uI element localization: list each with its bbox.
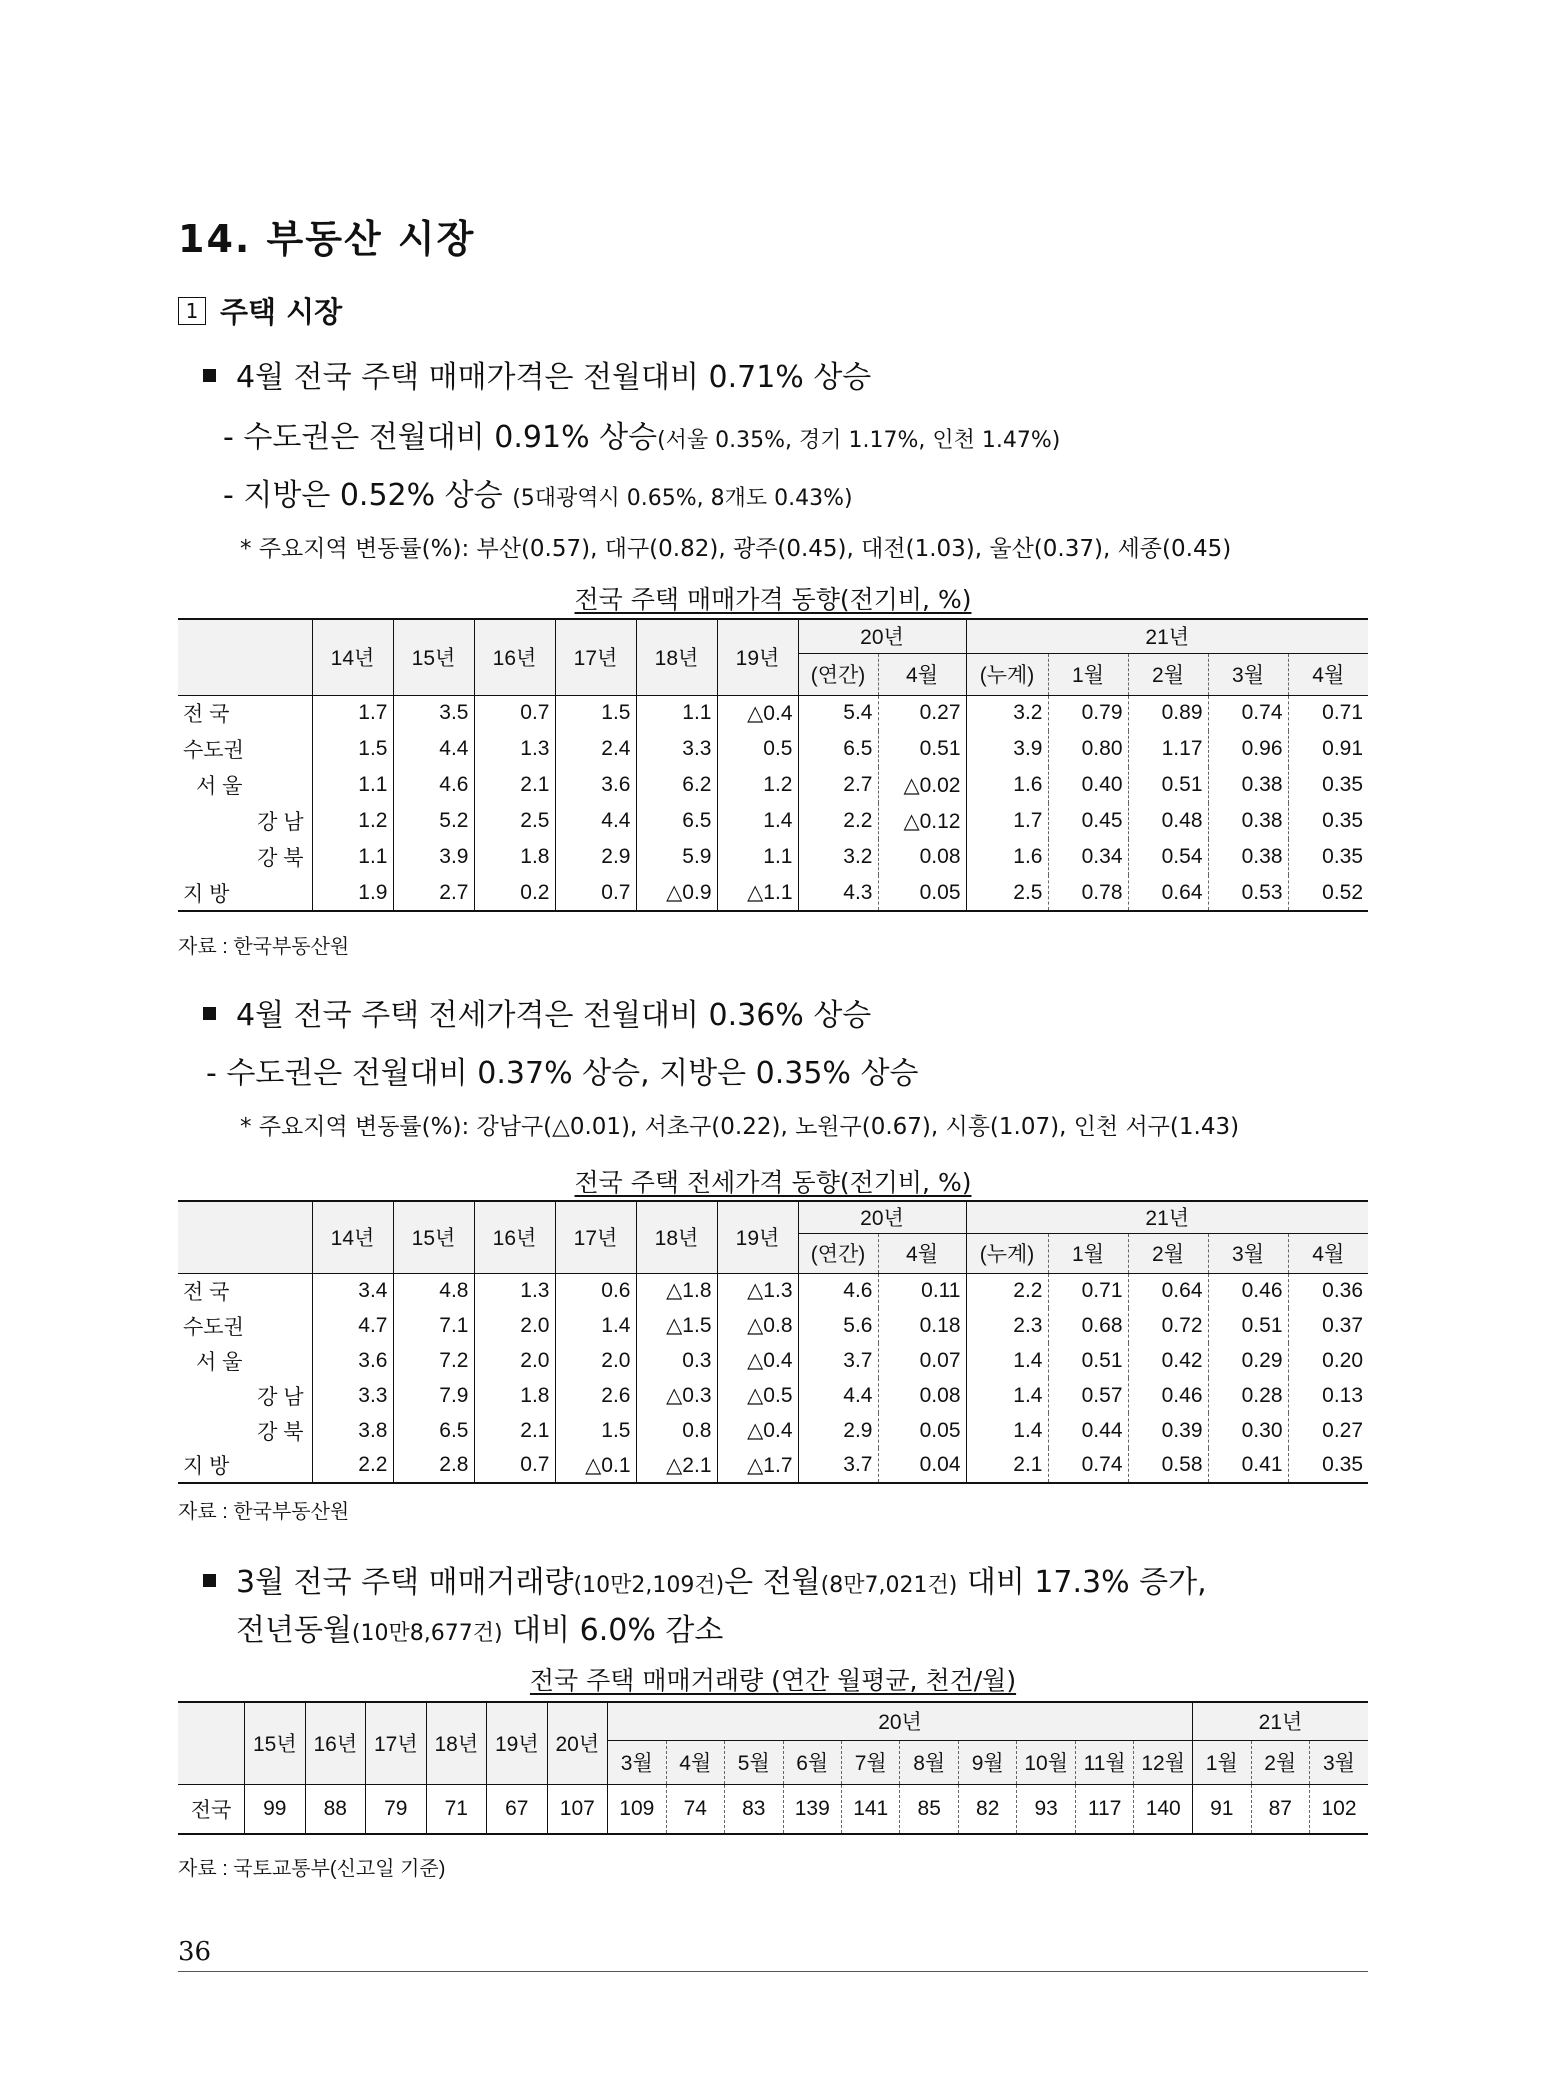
month-header: 4월 [666,1740,724,1784]
table-cell: 2.2 [798,803,878,839]
table-cell: 67 [487,1784,548,1834]
row-label: 전국 [190,1798,232,1822]
table-cell: 0.51 [1128,767,1208,803]
table-cell: 0.41 [1208,1448,1288,1483]
table-cell: 140 [1134,1784,1193,1834]
table-cell: 1.3 [474,1273,555,1308]
table-cell: 2.9 [555,839,636,875]
table-cell: 0.78 [1048,875,1128,911]
row-label: 강 북 [257,1420,304,1444]
corner-cell [178,619,312,695]
row-label: 지 방 [183,1455,230,1478]
table-cell: △2.1 [636,1448,717,1483]
table-cell: 91 [1193,1784,1251,1834]
table-cell: 0.20 [1288,1343,1368,1378]
table-cell: 2.7 [798,767,878,803]
table-cell: 141 [841,1784,899,1834]
square-bullet-icon [203,369,216,382]
table-row [178,1273,1368,1308]
table-cell: 4.6 [393,767,474,803]
table-row [178,1413,1368,1448]
table-cell: 0.35 [1288,1448,1368,1483]
table-cell: 2.0 [474,1343,555,1378]
table-cell: 0.40 [1048,767,1128,803]
year-header-20: 20년 [798,1201,966,1233]
month-header: 11월 [1075,1740,1133,1784]
year-header: 19년 [487,1702,548,1784]
table-cell: 0.44 [1048,1413,1128,1448]
year-header: 17년 [555,1201,636,1273]
year-header: 19년 [717,1201,798,1273]
month-header: 12월 [1134,1740,1193,1784]
row-label: 강 북 [257,847,304,870]
table-cell: 0.51 [878,731,966,767]
table-row [178,1308,1368,1343]
bullet-detail: (10만2,109건) [573,1573,725,1598]
table-cell: 6.5 [636,803,717,839]
table-cell: 1.4 [966,1413,1048,1448]
sub-header: (누계) [966,653,1048,695]
table-caption: 전국 주택 매매가격 동향(전기비, %) [574,585,972,614]
table-cell: 3.9 [966,731,1048,767]
table-cell: 79 [366,1784,427,1834]
dash-detail: (5대광역시 0.65%, 8개도 0.43%) [512,486,853,511]
table-cell: 0.57 [1048,1378,1128,1413]
table-cell: 2.6 [555,1378,636,1413]
sub-header: 3월 [1208,653,1288,695]
table-cell: 0.71 [1288,695,1368,731]
table-cell: 7.1 [393,1308,474,1343]
table-cell: 0.05 [878,875,966,911]
year-header-20: 20년 [798,619,966,653]
table-cell: 2.5 [474,803,555,839]
table-cell: 4.6 [798,1273,878,1308]
year-header: 14년 [312,619,393,695]
table-cell: 0.38 [1208,767,1288,803]
year-header-21: 21년 [1193,1702,1368,1740]
table-cell: 0.2 [474,875,555,911]
table-cell: 0.08 [878,839,966,875]
table-source: 자료 : 국토교통부(신고일 기준) [178,1858,446,1880]
table-cell: 2.7 [393,875,474,911]
table-cell: 2.3 [966,1308,1048,1343]
table-cell: 2.2 [966,1273,1048,1308]
table-cell: 2.9 [798,1413,878,1448]
month-header: 7월 [841,1740,899,1784]
table-cell: 1.1 [312,839,393,875]
table-cell: 0.74 [1048,1448,1128,1483]
section-title: 14. 부동산 시장 [178,217,476,261]
table-cell: 1.9 [312,875,393,911]
year-header: 16년 [474,619,555,695]
year-header: 19년 [717,619,798,695]
square-bullet-icon [203,1007,216,1020]
table-cell: 0.07 [878,1343,966,1378]
table-cell: 117 [1075,1784,1133,1834]
sub-header: 4월 [878,1233,966,1273]
table-cell: 6.5 [393,1413,474,1448]
table-cell: 1.3 [474,731,555,767]
table-cell: 0.52 [1288,875,1368,911]
table-cell: 0.45 [1048,803,1128,839]
table-source: 자료 : 한국부동산원 [178,1501,350,1523]
table-cell: 0.6 [555,1273,636,1308]
sub-header: 2월 [1128,1233,1208,1273]
table-row [178,875,1368,911]
table-row [178,803,1368,839]
table-cell: 1.4 [966,1343,1048,1378]
year-header: 17년 [555,619,636,695]
table-cell: 0.13 [1288,1378,1368,1413]
table-cell: 0.35 [1288,767,1368,803]
table-cell: 0.11 [878,1273,966,1308]
table-cell: △0.3 [636,1378,717,1413]
dash-text: - 지방은 0.52% 상승 [223,478,513,513]
table-caption: 전국 주택 매매거래량 (연간 월평균, 천건/월) [529,1666,1017,1695]
table-cell: 5.6 [798,1308,878,1343]
table-cell: 0.64 [1128,875,1208,911]
month-header: 3월 [608,1740,666,1784]
year-header-21: 21년 [966,1201,1368,1233]
table-cell: 1.5 [312,731,393,767]
table-cell: 1.17 [1128,731,1208,767]
table-cell: 0.34 [1048,839,1128,875]
dash-text: - 수도권은 전월대비 0.91% 상승 [223,420,658,455]
year-header: 18년 [636,1201,717,1273]
sub-header: 3월 [1208,1233,1288,1273]
table-row [178,1343,1368,1378]
year-header: 14년 [312,1201,393,1273]
year-header: 20년 [547,1702,608,1784]
bullet-jeonse-price [203,990,871,1034]
month-header: 9월 [958,1740,1016,1784]
bullet-text: 대비 6.0% 감소 [502,1613,724,1648]
bullet-text: 전년동월 [236,1613,352,1648]
month-header: 6월 [783,1740,841,1784]
corner-cell [178,1702,245,1784]
table-cell: 1.1 [312,767,393,803]
jeonse-price-table [178,1200,1368,1484]
table-cell: △0.8 [717,1308,798,1343]
month-header: 3월 [1309,1740,1368,1784]
sub-header: 1월 [1048,653,1128,695]
table-cell: △0.5 [717,1378,798,1413]
month-header: 10월 [1017,1740,1075,1784]
table-row [178,1378,1368,1413]
table-row [178,1784,1368,1834]
table-row [178,767,1368,803]
table-cell: 3.6 [312,1343,393,1378]
row-label: 수도권 [183,739,244,762]
row-label: 전 국 [183,1280,230,1304]
bullet-text: 4월 전국 주택 매매가격은 전월대비 0.71% 상승 [236,360,872,395]
square-bullet-icon [203,1574,216,1587]
table-cell: 0.72 [1128,1308,1208,1343]
table-cell: 0.05 [878,1413,966,1448]
table-cell: 0.35 [1288,803,1368,839]
table-cell: 0.08 [878,1378,966,1413]
table-cell: 1.4 [717,803,798,839]
sub-header: 1월 [1048,1233,1128,1273]
table-caption: 전국 주택 전세가격 동향(전기비, %) [574,1168,972,1197]
bullet-detail: (10만8,677건) [351,1621,503,1646]
year-header: 18년 [636,619,717,695]
table-cell: 0.27 [1288,1413,1368,1448]
table-cell: △1.1 [717,875,798,911]
table-cell: 0.7 [474,695,555,731]
sub-header: (누계) [966,1233,1048,1273]
table-cell: 3.2 [798,839,878,875]
table-cell: 3.9 [393,839,474,875]
dash-capital-area [223,412,1060,456]
table-cell: 2.2 [312,1448,393,1483]
table-cell: 0.04 [878,1448,966,1483]
sub-header: 2월 [1128,653,1208,695]
page-number: 36 [178,1937,212,1967]
table-cell: 1.2 [312,803,393,839]
table-cell: 0.53 [1208,875,1288,911]
table-cell: 83 [725,1784,783,1834]
table-row [178,1448,1368,1483]
table-cell: 1.5 [555,1413,636,1448]
note-jeonse-regions: * 주요지역 변동률(%): 강남구(△0.01), 서초구(0.22), 노원구(0.67), 시흥(1.07), 인천 서구(1.43) [240,1114,1240,1140]
table-cell: 0.48 [1128,803,1208,839]
table-cell: 0.27 [878,695,966,731]
table-cell: △1.8 [636,1273,717,1308]
year-header-21: 21년 [966,619,1368,653]
table-cell: 0.38 [1208,803,1288,839]
table-cell: 3.3 [312,1378,393,1413]
table-cell: 2.0 [555,1343,636,1378]
table-cell: 102 [1309,1784,1368,1834]
table-cell: 0.80 [1048,731,1128,767]
table-cell: 0.36 [1288,1273,1368,1308]
table-cell: 1.4 [966,1378,1048,1413]
dash-provinces [223,470,853,514]
table-cell: 5.2 [393,803,474,839]
table-cell: 0.18 [878,1308,966,1343]
table-cell: 4.8 [393,1273,474,1308]
table-cell: 71 [426,1784,487,1834]
sub-header: 4월 [878,653,966,695]
table-cell: 87 [1251,1784,1309,1834]
table-cell: 3.7 [798,1343,878,1378]
table-cell: 7.2 [393,1343,474,1378]
year-header: 18년 [426,1702,487,1784]
table-cell: 1.1 [636,695,717,731]
table-cell: △0.4 [717,695,798,731]
row-label: 지 방 [183,882,230,906]
table-cell: △0.4 [717,1343,798,1378]
table-cell: 82 [958,1784,1016,1834]
table-cell: 3.7 [798,1448,878,1483]
table-cell: 0.46 [1208,1273,1288,1308]
table-cell: 0.58 [1128,1448,1208,1483]
year-header: 15년 [393,619,474,695]
table-cell: △0.4 [717,1413,798,1448]
numbered-box: 1 [178,297,206,325]
table-cell: 3.8 [312,1413,393,1448]
sub-title-text: 주택 시장 [220,295,343,329]
table-cell: 4.4 [555,803,636,839]
year-header: 17년 [366,1702,427,1784]
table-cell: 3.2 [966,695,1048,731]
table-cell: 0.8 [636,1413,717,1448]
table-cell: 85 [900,1784,958,1834]
month-header: 1월 [1193,1740,1251,1784]
bullet-continuation [236,1605,723,1649]
sub-title [178,290,342,331]
year-header: 15년 [393,1201,474,1273]
month-header: 8월 [900,1740,958,1784]
table-cell: △0.02 [878,767,966,803]
table-cell: 4.3 [798,875,878,911]
table-cell: 1.1 [717,839,798,875]
corner-cell [178,1201,312,1273]
table-row [178,695,1368,731]
year-header: 15년 [245,1702,306,1784]
table-row [178,731,1368,767]
sub-header: 4월 [1288,1233,1368,1273]
table-cell: 0.39 [1128,1413,1208,1448]
table-cell: 0.91 [1288,731,1368,767]
table-cell: 6.2 [636,767,717,803]
table-cell: 0.79 [1048,695,1128,731]
table-cell: 1.8 [474,1378,555,1413]
table-cell: 0.38 [1208,839,1288,875]
table-cell: 0.71 [1048,1273,1128,1308]
table-cell: 74 [666,1784,724,1834]
table-cell: △0.1 [555,1448,636,1483]
table-cell: 2.5 [966,875,1048,911]
table-cell: 0.37 [1288,1308,1368,1343]
year-header-20: 20년 [608,1702,1193,1740]
table-cell: 4.4 [798,1378,878,1413]
table-cell: 2.1 [474,1413,555,1448]
table-cell: 3.4 [312,1273,393,1308]
table-cell: 0.74 [1208,695,1288,731]
table-cell: 1.7 [966,803,1048,839]
table-cell: 0.51 [1048,1343,1128,1378]
row-label: 강 남 [257,1385,304,1409]
table-cell: 0.68 [1048,1308,1128,1343]
dash-detail: (서울 0.35%, 경기 1.17%, 인천 1.47%) [657,428,1061,453]
table-cell: △1.3 [717,1273,798,1308]
footer-divider [178,1971,1368,1972]
sub-header: (연간) [798,653,878,695]
table-cell: 0.7 [474,1448,555,1483]
bullet-text: 대비 17.3% 증가, [957,1565,1207,1600]
sale-price-table [178,618,1368,912]
note-regions: * 주요지역 변동률(%): 부산(0.57), 대구(0.82), 광주(0.45), 대전(1.03), 울산(0.37), 세종(0.45) [240,536,1232,562]
table-cell: 0.29 [1208,1343,1288,1378]
table-cell: 1.4 [555,1308,636,1343]
table-cell: 4.4 [393,731,474,767]
table-cell: 6.5 [798,731,878,767]
table-cell: △0.9 [636,875,717,911]
table-cell: 1.8 [474,839,555,875]
row-label: 수도권 [183,1315,244,1339]
sub-header: (연간) [798,1233,878,1273]
transaction-volume-table [178,1701,1368,1835]
table-cell: △1.5 [636,1308,717,1343]
table-cell: 1.6 [966,767,1048,803]
bullet-text: 은 전월 [724,1565,821,1600]
table-cell: 2.1 [966,1448,1048,1483]
bullet-text: 4월 전국 주택 전세가격은 전월대비 0.36% 상승 [236,998,872,1033]
table-cell: 0.7 [555,875,636,911]
table-cell: 0.54 [1128,839,1208,875]
table-cell: 139 [783,1784,841,1834]
table-cell: △0.12 [878,803,966,839]
table-cell: 0.42 [1128,1343,1208,1378]
table-cell: 5.9 [636,839,717,875]
table-cell: △1.7 [717,1448,798,1483]
table-cell: 0.28 [1208,1378,1288,1413]
bullet-transactions [203,1557,1207,1601]
table-cell: 88 [305,1784,366,1834]
bullet-detail: (8만7,021건) [820,1573,958,1598]
table-cell: 0.89 [1128,695,1208,731]
table-cell: 0.30 [1208,1413,1288,1448]
sub-header: 4월 [1288,653,1368,695]
table-cell: 0.51 [1208,1308,1288,1343]
table-cell: 3.3 [636,731,717,767]
month-header: 2월 [1251,1740,1309,1784]
row-label: 전 국 [183,703,230,727]
bullet-sale-price [203,352,871,396]
table-row [178,839,1368,875]
table-cell: 2.0 [474,1308,555,1343]
table-cell: 93 [1017,1784,1075,1834]
table-cell: 2.1 [474,767,555,803]
row-label: 서 울 [196,1350,243,1374]
table-cell: 107 [547,1784,608,1834]
table-cell: 1.7 [312,695,393,731]
table-cell: 1.5 [555,695,636,731]
row-label: 서 울 [196,775,243,798]
table-cell: 1.6 [966,839,1048,875]
month-header: 5월 [725,1740,783,1784]
table-source: 자료 : 한국부동산원 [178,936,350,958]
table-cell: 3.5 [393,695,474,731]
table-cell: 0.35 [1288,839,1368,875]
table-cell: 5.4 [798,695,878,731]
table-cell: 3.6 [555,767,636,803]
table-cell: 0.96 [1208,731,1288,767]
table-cell: 0.3 [636,1343,717,1378]
table-cell: 7.9 [393,1378,474,1413]
table-cell: 99 [245,1784,306,1834]
row-label: 강 남 [257,811,304,834]
year-header: 16년 [305,1702,366,1784]
table-cell: 4.7 [312,1308,393,1343]
year-header: 16년 [474,1201,555,1273]
bullet-text: 3월 전국 주택 매매거래량 [236,1565,574,1600]
table-cell: 2.4 [555,731,636,767]
table-cell: 1.2 [717,767,798,803]
dash-jeonse: - 수도권은 전월대비 0.37% 상승, 지방은 0.35% 상승 [206,1056,919,1091]
table-cell: 0.46 [1128,1378,1208,1413]
table-cell: 2.8 [393,1448,474,1483]
table-cell: 0.5 [717,731,798,767]
table-cell: 0.64 [1128,1273,1208,1308]
table-cell: 109 [608,1784,666,1834]
